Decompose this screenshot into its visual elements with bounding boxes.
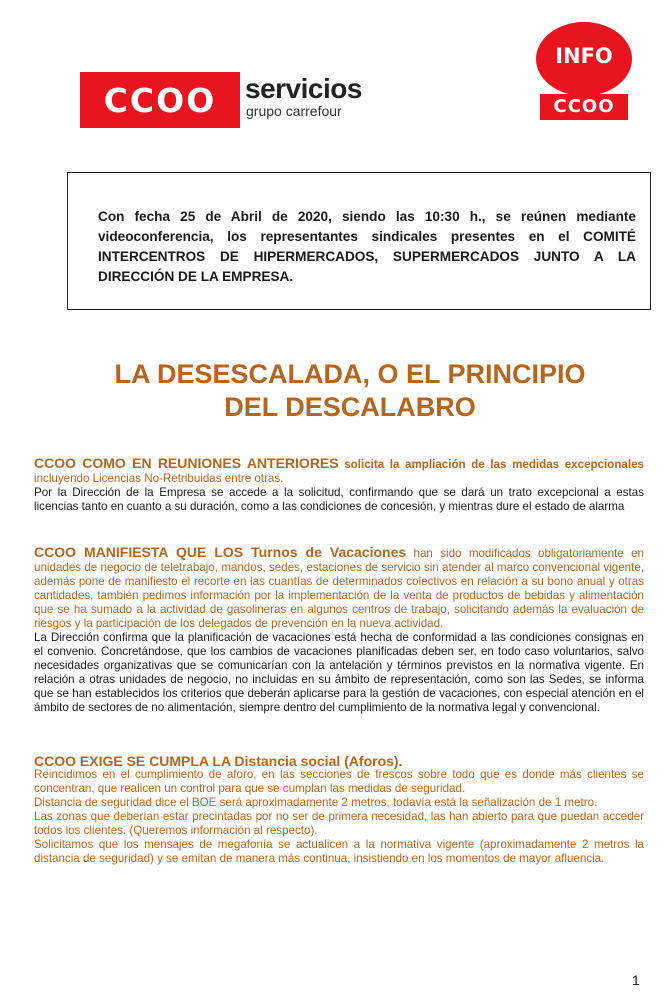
section3-paragraph: Reincidimos en el cumplimiento de aforo, en las secciones de frescos sobre todo que es donde más clientes se concentran, que realicen un control para que se cumplan las medidas de seguridad.: [34, 768, 644, 795]
title-line-2: DEL DESCALABRO: [224, 392, 476, 422]
info-ccoo-logo: [534, 22, 634, 122]
section3-paragraph: Solicitamos que los mensajes de megafonía se actualicen a la normativa vigente (aproximadamente 2 metros la distancia de seguridad) y se emitan de manera más continua, insistiendo en los momentos de mayor afluencia.: [34, 838, 644, 865]
section2-body: La Dirección confirma que la planificación de vacaciones está hecha de conformidad a las condiciones consignas en el convenio. Concretándose, que los cambios de vacaciones planificadas deben ser, en todo caso voluntarios, salvo necesidades organizativas que se comunicarían con la antelación y términos previstos en la normativa vigente. En relación a otras unidades de negocio, no incluidas en su ámbito de representación, como son las Sedes, se informa que se han establecidos los criterios que deberán aplicarse para la gestión de vacaciones, con especial atención en el ámbito de sectores de no alimentación, siempre dentro del cumplimiento de la normativa legal y convencional.: [34, 631, 644, 714]
section3-paragraph: Distancia de seguridad dice el BOE será aproximadamente 2 metros, todavía está la señalización de 1 metro.: [34, 796, 598, 809]
page-title: [40, 358, 660, 424]
ccoo-logo-mark: [80, 72, 240, 128]
page-number: 1: [632, 972, 640, 988]
ccoo-servicios-logo: [80, 72, 380, 128]
intro-text: Con fecha 25 de Abril de 2020, siendo las 10:30 h., se reúnen mediante videoconferencia, los representantes sindicales presentes en el COMITÉ INTERCENTROS DE HIPERMERCADOS, SUPERMERCADOS JUNTO A LA DIRECCIÓN DE LA EMPRESA.: [98, 209, 636, 284]
section1-lead: CCOO COMO EN REUNIONES ANTERIORES: [34, 455, 339, 471]
section3-paragraph: Las zonas que deberían estar precintadas por no ser de primera necesidad, las han abierto para que puedan acceder todos los clientes. (Queremos información al respecto).: [34, 810, 644, 837]
section1-lead-bold: solicita la ampliación de las medidas excepcionales: [344, 458, 644, 471]
info-badge-text: INFO: [555, 43, 613, 68]
section2-lead-rest: han sido modificados obligatoriamente en unidades de negocio de teletrabajo, mandos, sedes, estaciones de servicio sin atender al marco convencional vigente, además pone de manifiesto el recorte en las cuantías de determinados colectivos en relación a su bono anual y otras cantidades, también pedimos información por la implementación de la venta de productos de bebidas y alimentación que se ha sumado a la actividad de gasolineras en algunos centros de trabajo, solicitando además la evaluación de riesgos y la participación de los delegados de prevención en la nueva actividad.: [34, 547, 644, 630]
title-line-1: LA DESESCALADA, O EL PRINCIPIO: [114, 359, 586, 389]
logo-servicios-text: servicios: [245, 73, 362, 104]
section1-body: Por la Dirección de la Empresa se accede a la solicitud, confirmando que se dará un trato excepcional a estas licencias tanto en cuanto a su duración, como a las condiciones de concesión, y mientras dure el estado de alarma: [34, 486, 644, 513]
logo-grupo-text: grupo carrefour: [246, 103, 342, 119]
intro-box: [67, 172, 651, 310]
section-licencias: [34, 456, 644, 514]
section-vacaciones: [34, 545, 644, 715]
ccoo-logo-mark-text: CCOO: [103, 80, 217, 120]
info-ccoo-bar-text: CCOO: [553, 96, 615, 117]
section-aforos: [34, 754, 644, 866]
info-ccoo-bar: [540, 94, 628, 120]
section3-lead: CCOO EXIGE SE CUMPLA LA Distancia social (Aforos).: [34, 753, 403, 769]
section1-lead-rest: incluyendo Licencias No-Retribuidas entre otras.: [34, 472, 284, 485]
info-badge: [536, 22, 632, 96]
section2-lead: CCOO MANIFIESTA QUE LOS Turnos de Vacaciones: [34, 544, 407, 560]
